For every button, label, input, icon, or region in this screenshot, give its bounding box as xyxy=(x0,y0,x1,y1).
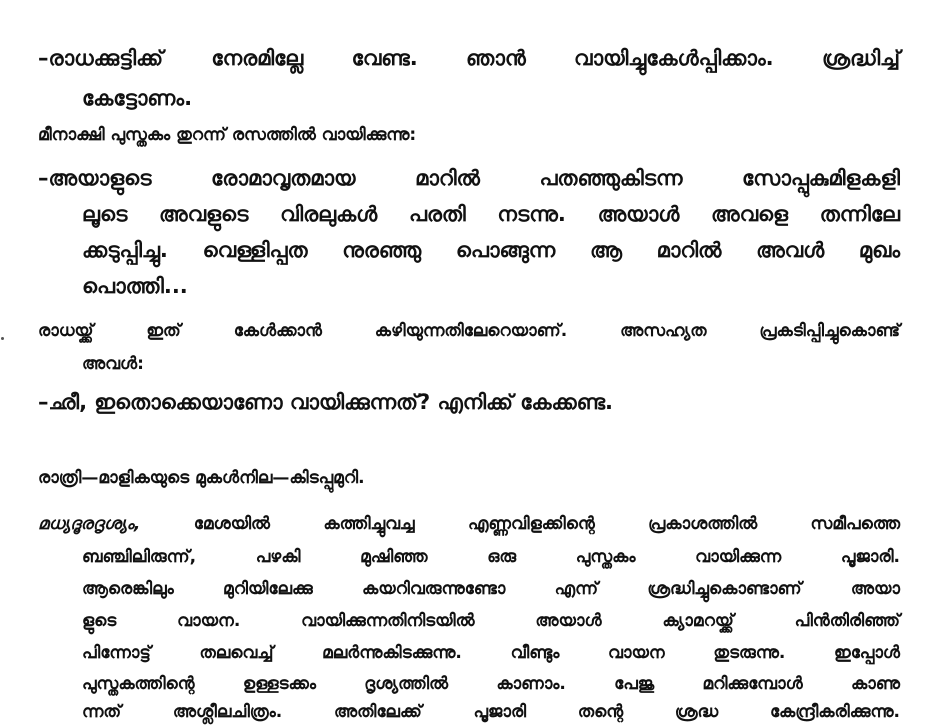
scene-action-line: ന്നത് അശ്ലീലചിത്രം. അതിലേക്ക് പൂജാരി തന്റെ ശ്രദ്ധ കേന്ദ്രീകരിക്കുന്നു. xyxy=(82,702,900,722)
dialogue-line: ലൂടെ അവളുടെ വിരലുകൾ പരതി നടന്നു. അയാൾ അവളെ തന്നിലേ xyxy=(82,202,900,226)
scene-action-line xyxy=(38,516,900,533)
scene-action-line: ആരെങ്കിലും മുറിയിലേക്കു കയറിവരുന്നുണ്ടോ എന്ന് ശ്രദ്ധിച്ചുകൊണ്ടാണ് അയാ xyxy=(82,579,900,599)
dialogue-line: –ഛീ, ഇതൊക്കെയാണോ വായിക്കുന്നത്? എനിക്ക് കേക്കണ്ട. xyxy=(38,390,614,414)
scan-speck xyxy=(1,337,4,340)
scene-action-line: ളുടെ വായന. വായിക്കുന്നതിനിടയിൽ അയാൾ ക്യാമറയ്ക്ക് പിൻതിരിഞ്ഞ് xyxy=(82,611,900,631)
shot-label: മധ്യദൂരദൃശ്യം, xyxy=(38,514,141,534)
action-line: മീനാക്ഷി പുസ്തകം തുറന്ന് രസത്തിൽ വായിക്കുന്നു: xyxy=(38,125,417,145)
scene-action-line: പിന്നോട്ട് തലവെച്ച് മലർന്നുകിടക്കുന്നു. വീണ്ടും വായന തുടരുന്നു. ഇപ്പോൾ xyxy=(82,643,900,663)
action-line: അവൾ: xyxy=(82,354,144,374)
dialogue-line: –രാധക്കുട്ടിക്ക് നേരമില്ലേ വേണ്ട. ഞാൻ വായിച്ചുകേൾപ്പിക്കാം. ശ്രദ്ധിച്ച് xyxy=(38,46,900,70)
dialogue-line: കേട്ടോണം. xyxy=(82,86,193,110)
scene-heading: രാത്രി—മാളികയുടെ മുകൾനില—കിടപ്പുമുറി. xyxy=(38,468,365,488)
action-line: രാധയ്ക്ക് ഇത് കേൾക്കാൻ കഴിയുന്നതിലേറെയാണ്. അസഹ്യത പ്രകടിപ്പിച്ചുകൊണ്ട് xyxy=(38,321,900,341)
scene-action-line: ബഞ്ചിലിരുന്ന്, പഴകി മുഷിഞ്ഞ ഒരു പുസ്തകം വായിക്കുന്ന പൂജാരി. xyxy=(82,547,900,567)
dialogue-line: –അയാളുടെ രോമാവൃതമായ മാറിൽ പതഞ്ഞുകിടന്ന സോപ്പുകുമിളകളി xyxy=(38,166,900,190)
dialogue-line: പൊത്തി... xyxy=(82,274,188,298)
dialogue-line: ക്കടുപ്പിച്ചു. വെള്ളിപ്പത നുരഞ്ഞു പൊങ്ങുന്ന ആ മാറിൽ അവൾ മുഖം xyxy=(82,238,900,262)
scene-action-text: മേശയിൽ കത്തിച്ചുവച്ച എണ്ണവിളക്കിന്റെ പ്രകാശത്തിൽ സമീപത്തെ xyxy=(140,514,900,534)
scene-action-line: പുസ്തകത്തിന്റെ ഉള്ളടക്കം ദൃശ്യത്തിൽ കാണാം. പേജു മറിക്കുമ്പോൾ കാണു xyxy=(82,674,900,694)
